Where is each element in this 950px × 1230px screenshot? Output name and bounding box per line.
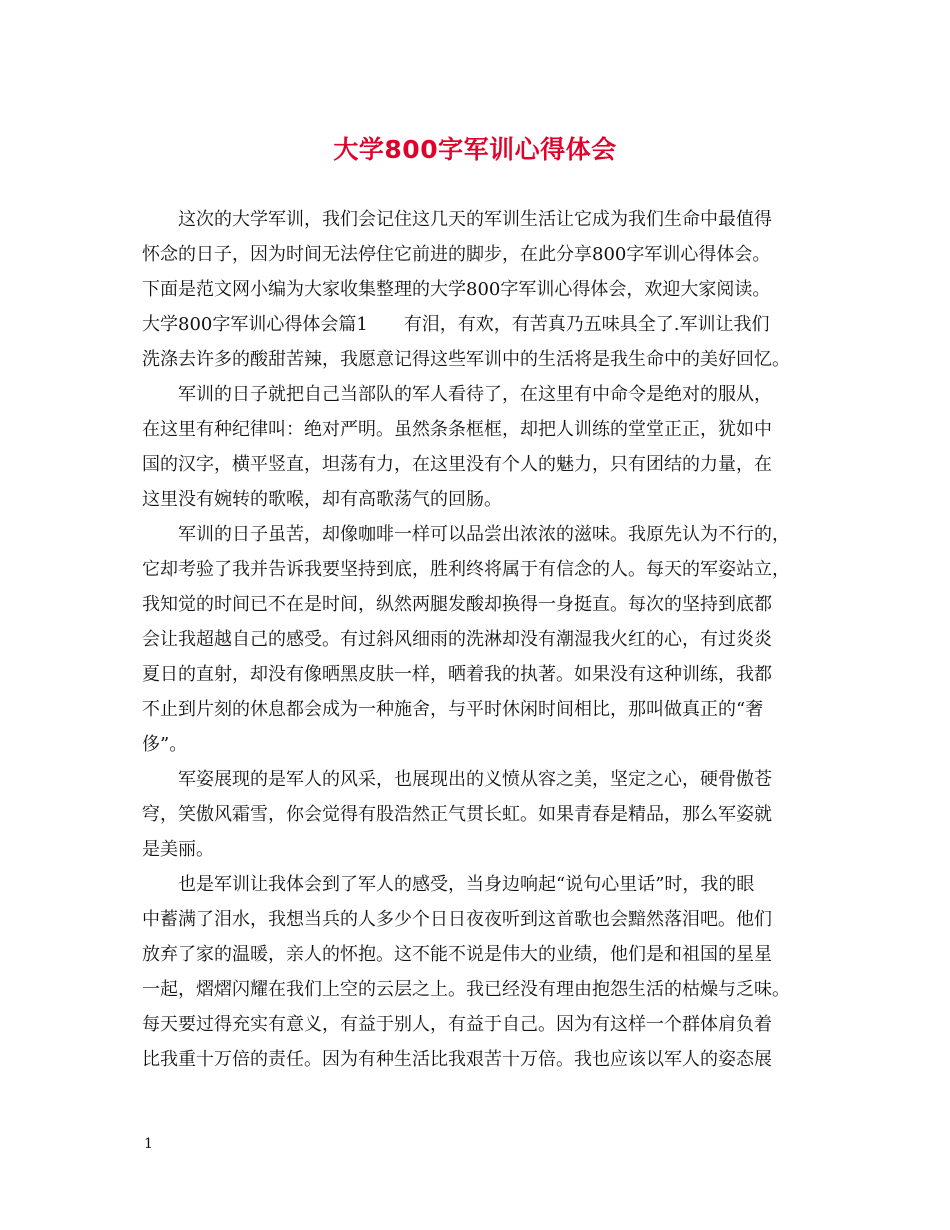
paragraph-6-line-4: 一起，熠熠闪耀在我们上空的云层之上。我已经没有理由抱怨生活的枯燥与乏味。: [142, 979, 790, 1000]
paragraph-2-line-2: 洗涤去许多的酸甜苦辣，我愿意记得这些军训中的生活将是我生命中的美好回忆。: [142, 349, 790, 370]
document-body: [142, 202, 814, 1077]
paragraph-4-line-5: 夏日的直射，却没有像晒黑皮肤一样，晒着我的执著。如果没有这种训练，我都: [142, 664, 772, 685]
paragraph-2-line-1: [142, 307, 814, 342]
section-heading: 大学800字军训心得体会篇1: [142, 314, 368, 335]
paragraph-4-line-2: 它却考验了我并告诉我要坚持到底，胜利终将属于有信念的人。每天的军姿站立，: [142, 559, 790, 580]
paragraph-4-line-3: 我知觉的时间已不在是时间，纵然两腿发酸却换得一身挺直。每次的坚持到底都: [142, 594, 772, 615]
paragraph-6-line-1: 也是军训让我体会到了军人的感受，当身边响起“说句心里话”时，我的眼: [178, 874, 755, 895]
paragraph-4-line-4: 会让我超越自己的感受。有过斜风细雨的洗淋却没有潮湿我火红的心，有过炎炎: [142, 629, 772, 650]
page-number: 1: [144, 1136, 153, 1152]
paragraph-3-line-4: 这里没有婉转的歌喉，却有高歌荡气的回肠。: [142, 489, 502, 510]
paragraph-4-line-1: 军训的日子虽苦，却像咖啡一样可以品尝出浓浓的滋味。我原先认为不行的，: [178, 524, 790, 545]
paragraph-5-line-3: 是美丽。: [142, 839, 214, 860]
paragraph-1-line-2: 怀念的日子，因为时间无法停住它前进的脚步，在此分享800字军训心得体会。: [142, 244, 771, 265]
paragraph-6-line-6: 比我重十万倍的责任。因为有种生活比我艰苦十万倍。我也应该以军人的姿态展: [142, 1049, 772, 1070]
paragraph-3-line-3: 国的汉字，横平竖直，坦荡有力，在这里没有个人的魅力，只有团结的力量，在: [142, 454, 772, 475]
paragraph-1-line-1: 这次的大学军训，我们会记住这几天的军训生活让它成为我们生命中最值得: [178, 209, 772, 230]
section-intro-text: 有泪，有欢，有苦真乃五味具全了.军训让我们: [403, 314, 770, 335]
paragraph-1-line-3: 下面是范文网小编为大家收集整理的大学800字军训心得体会，欢迎大家阅读。: [142, 279, 771, 300]
paragraph-4-line-7: 侈”。: [142, 734, 188, 755]
paragraph-6-line-2: 中蓄满了泪水，我想当兵的人多少个日日夜夜听到这首歌也会黯然落泪吧。他们: [142, 909, 772, 930]
document-title: 大学800字军训心得体会: [333, 135, 617, 164]
paragraph-4-line-6: 不止到片刻的休息都会成为一种施舍，与平时休闲时间相比，那叫做真正的“奢: [142, 699, 764, 720]
paragraph-6-line-5: 每天要过得充实有意义，有益于别人，有益于自己。因为有这样一个群体肩负着: [142, 1014, 772, 1035]
paragraph-3-line-1: 军训的日子就把自己当部队的军人看待了，在这里有中命令是绝对的服从，: [178, 384, 772, 405]
paragraph-3-line-2: 在这里有种纪律叫：绝对严明。虽然条条框框，却把人训练的堂堂正正，犹如中: [142, 419, 772, 440]
paragraph-5-line-2: 穹，笑傲风霜雪，你会觉得有股浩然正气贯长虹。如果青春是精品，那么军姿就: [142, 804, 772, 825]
paragraph-5-line-1: 军姿展现的是军人的风采，也展现出的义愤从容之美，坚定之心，硬骨傲苍: [178, 769, 772, 790]
paragraph-6-line-3: 放弃了家的温暖，亲人的怀抱。这不能不说是伟大的业绩，他们是和祖国的星星: [142, 944, 772, 965]
